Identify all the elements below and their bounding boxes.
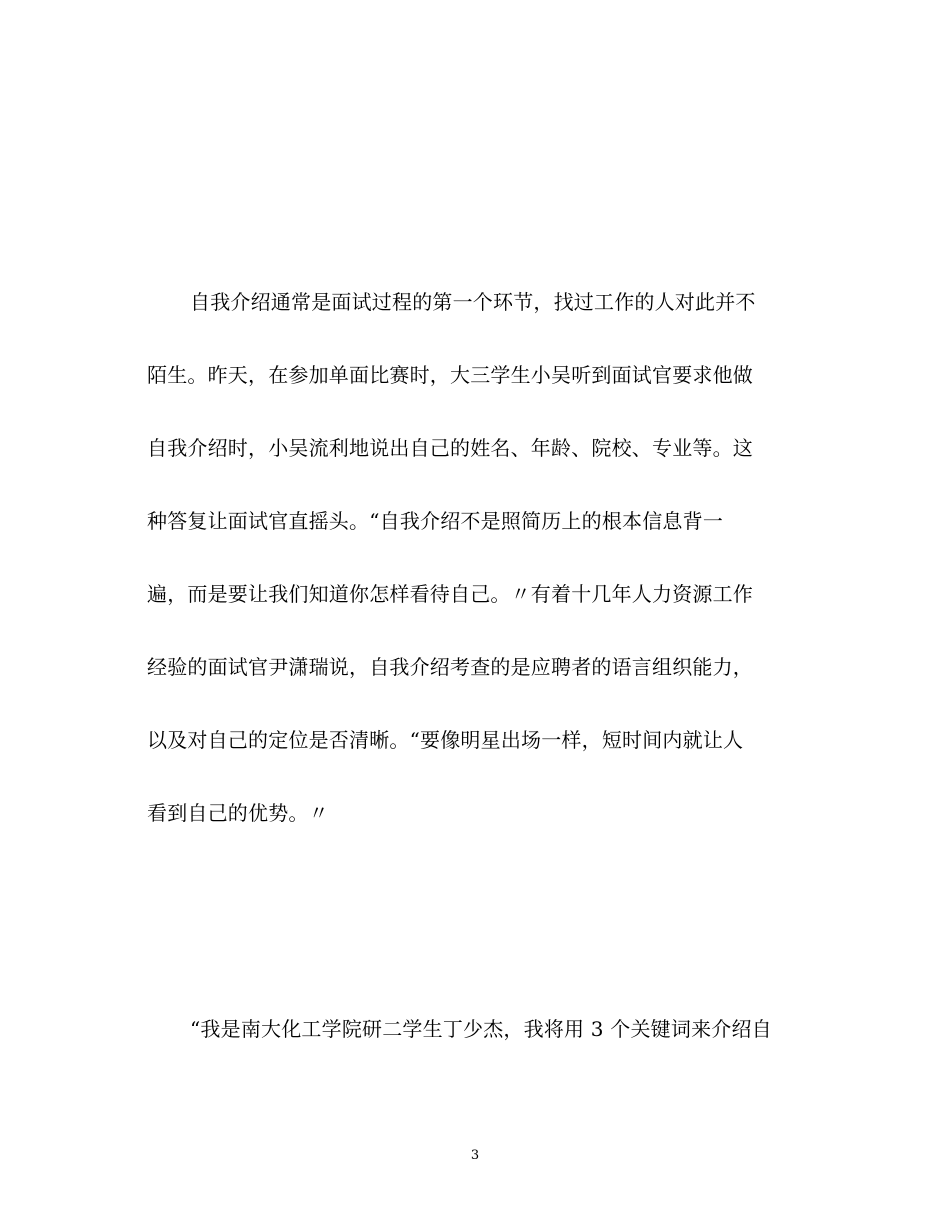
paragraph-1-line-1: 自我介绍通常是面试过程的第一个环节，找过工作的人对此并不 [190,290,756,314]
paragraph-1-line-2: 陌生。昨天，在参加单面比赛时，大三学生小吴听到面试官要求他做 [147,363,753,387]
paragraph-1-line-5: 遍，而是要让我们知道你怎样看待自己。〃有着十几年人力资源工作 [147,582,753,606]
paragraph-2-line-1: “我是南大化工学院研二学生丁少杰，我将用 3 个关键词来介绍自 [190,1017,772,1041]
paragraph-1-line-8: 看到自己的优势。〃 [147,801,329,825]
page-number: 3 [470,1148,480,1163]
paragraph-1-line-3: 自我介绍时，小吴流利地说出自己的姓名、年龄、院校、专业等。这 [147,436,753,460]
paragraph-1-line-7: 以及对自己的定位是否清晰。“要像明星出场一样，短时间内就让人 [147,728,744,752]
paragraph-1-line-6: 经验的面试官尹潇瑞说，自我介绍考查的是应聘者的语言组织能力， [147,655,753,679]
paragraph-1-line-4: 种答复让面试官直摇头。“自我介绍不是照简历上的根本信息背一 [147,509,724,533]
